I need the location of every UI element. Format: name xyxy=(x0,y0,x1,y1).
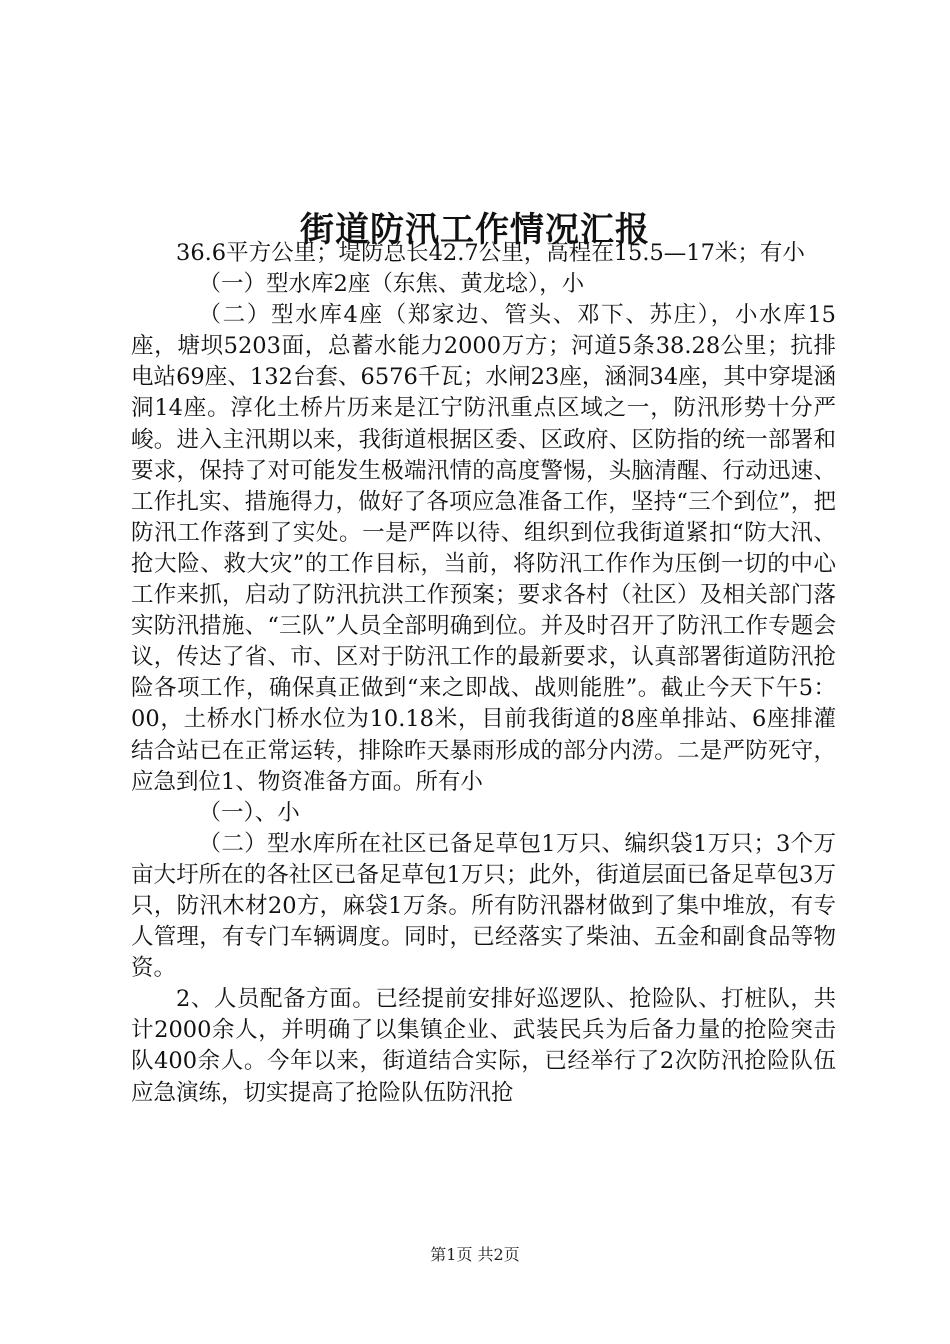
document-body xyxy=(131,238,836,1109)
page-footer: 第1页 共2页 xyxy=(430,1245,520,1264)
document-title: 街道防汛工作情况汇报 xyxy=(300,209,650,250)
paragraph-3: （二）型水库4座（郑家边、管头、邓下、苏庄），小水库15座，塘坝5203面，总蓄水能力2000万方；河道5条38.28公里；抗排电站69座、132台套、6576千瓦；水闸23座，涵洞34座，其中穿堤涵洞14座。淳化土桥片历来是江宁防汛重点区域之一，防汛形势十分严峻。进入主汛期以来，我街道根据区委、区政府、区防指的统一部署和要求，保持了对可能发生极端汛情的高度警惕，头脑清醒、行动迅速、工作扎实、措施得力，做好了各项应急准备工作，坚持“三个到位”，把防汛工作落到了实处。一是严阵以待、组织到位我街道紧扣“防大汛、抢大险、救大灾”的工作目标，当前，将防汛工作作为压倒一切的中心工作来抓，启动了防汛抗洪工作预案；要求各村（社区）及相关部门落实防汛措施、“三队”人员全部明确到位。并及时召开了防汛工作专题会议，传达了省、市、区对于防汛工作的最新要求，认真部署街道防汛抢险各项工作，确保真正做到“来之即战、战则能胜”。截止今天下午5：00，土桥水门桥水位为10.18米，目前我街道的8座单排站、6座排灌结合站已在正常运转，排除昨天暴雨形成的部分内涝。二是严防死守，应急到位1、物资准备方面。所有小 xyxy=(131,302,836,795)
paragraph-2: （一）型水库2座（东焦、黄龙埝），小 xyxy=(198,271,585,298)
paragraph-1: 36.6平方公里；堤防总长42.7公里，高程在15.5—17米；有小 xyxy=(176,240,805,266)
paragraph-4: （一）、小 xyxy=(198,799,300,826)
paragraph-5: （二）型水库所在社区已备足草包1万只、编织袋1万只；3个万亩大圩所在的各社区已备足草包1万只；此外，街道层面已备足草包3万只，防汛木材20方，麻袋1万条。所有防汛器材做到了集中堆放，有专人管理，有专门车辆调度。同时，已经落实了柴油、五金和副食品等物资。 xyxy=(131,830,836,982)
paragraph-6: 2、人员配备方面。已经提前安排好巡逻队、抢险队、打桩队，共计2000余人，并明确了以集镇企业、武装民兵为后备力量的抢险突击队400余人。今年以来，街道结合实际，已经举行了2次防汛抢险队伍应急演练，切实提高了抢险队伍防汛抢 xyxy=(131,986,836,1106)
